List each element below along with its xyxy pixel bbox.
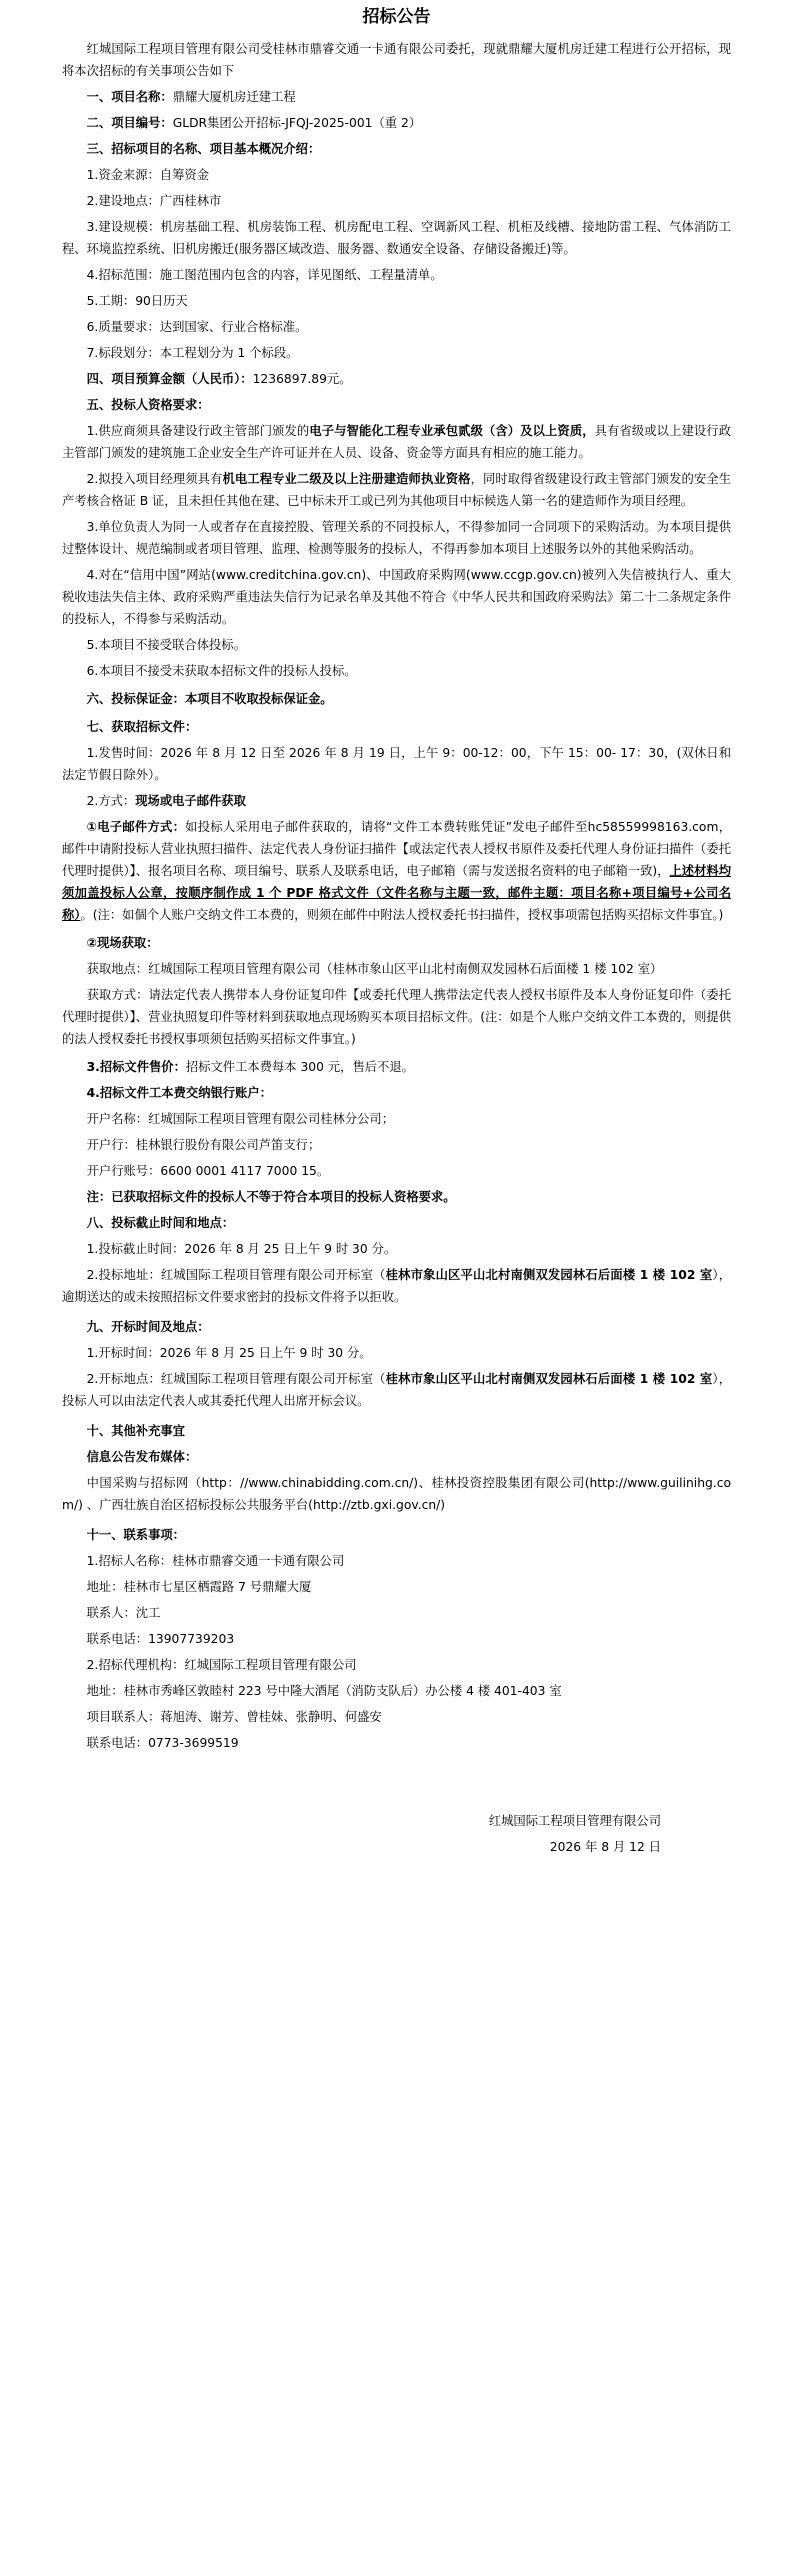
construction-period: 5.工期：90日历天 — [86, 294, 188, 308]
tenderer-phone: 联系电话：13907739203 — [86, 1632, 235, 1646]
construction-scale: 3.建设规模：机房基础工程、机房装饰工程、机房配电工程、空调新风工程、机柜及线槽、接地防雷工程、气体消防工程、环境监控系统、旧机房搬迁(服务器区域改造、服务器、数通安全设备、存储设备搬迁)等。 — [62, 220, 731, 256]
project-name-label: 一、项目名称： — [86, 90, 173, 104]
email-method-note: 。(注：如個个人账户交纳文件工本费的，则须在邮件中附法人授权委托书扫描件，授权事项需包括购买招标文件事宜。) — [80, 908, 724, 922]
document-price-label: 3.招标文件售价： — [86, 1060, 186, 1074]
section-8-heading: 八、投标截止时间和地点： — [86, 1216, 235, 1230]
funding-source: 1.资金来源：自筹资金 — [86, 168, 209, 182]
account-bank: 开户行：桂林银行股份有限公司芦笛支行； — [86, 1138, 321, 1152]
tenderer-address: 地址：桂林市七星区栖霞路 7 号鼎耀大厦 — [86, 1580, 312, 1594]
lot-division: 7.标段划分：本工程划分为 1 个标段。 — [86, 346, 299, 360]
project-number — [62, 112, 731, 134]
obtain-method — [62, 790, 731, 812]
tender-scope: 4.招标范围：施工图范围内包含的内容，详见图纸、工程量清单。 — [86, 268, 443, 282]
account-name: 开户名称：红城国际工程项目管理有限公司桂林分公司； — [86, 1112, 395, 1126]
email-method-requirement: 上述材料均须加盖投标人公章，按顺序制作成 1 个 PDF 格式文件（文件名称与主题一致，邮件主题：项目名称+项目编号+公司名称） — [62, 864, 731, 922]
section-7-heading: 七、获取招标文件： — [86, 720, 198, 734]
bid-bond: 六、投标保证金：本项目不收取投标保证金。 — [86, 692, 333, 706]
media-list: 中国采购与招标网（http：//www.chinabidding.com.cn/)、桂林投资控股集团有限公司(http://www.guilinihg.com/) 、广西壮族自治区招标投标公共服务平台(http://ztb.gxi.gov.cn/) — [62, 1476, 731, 1512]
budget-label: 四、项目预算金额（人民币）： — [86, 372, 253, 386]
project-name — [62, 86, 731, 108]
construction-site: 2.建设地点：广西桂林市 — [86, 194, 222, 208]
sale-time: 1.发售时间：2026 年 8 月 12 日至 2026 年 8 月 19 日，上午 9：00-12：00，下午 15：00- 17：30，(双休日和法定节假日除外）。 — [62, 746, 731, 782]
opening-place-location: 桂林市象山区平山北村南侧双发园林石后面楼 1 楼 102 室 — [385, 1372, 713, 1386]
agency-address: 地址：桂林市秀峰区敦睦村 223 号中隆大酒尾（消防支队后）办公楼 4 楼 401-403 室 — [86, 1684, 562, 1698]
bank-account-heading: 4.招标文件工本费交纳银行账户： — [86, 1086, 272, 1100]
document-price — [62, 1056, 731, 1078]
tenderer-contact: 联系人：沈工 — [86, 1606, 161, 1620]
intro-paragraph: 红城国际工程项目管理有限公司受桂林市鼎睿交通一卡通有限公司委托，现就鼎耀大厦机房迁建工程进行公开招标，现将本次招标的有关事项公告如下 — [62, 42, 731, 78]
obtain-method-value: 现场或电子邮件获取 — [135, 794, 246, 808]
onsite-way: 获取方式：请法定代表人携带本人身份证复印件【或委托代理人携带法定代表人授权书原件及本人身份证复印件（委托代理时提供）】、营业执照复印件等材料到获取地点现场购买本项目招标文件。(注：如是个人账户交纳文件工本费的，则提供的法人授权委托书授权事项须包括购买招标文件事宜。) — [62, 988, 731, 1046]
project-name-value: 鼎耀大厦机房迁建工程 — [172, 90, 296, 104]
budget-value: 1236897.89元。 — [252, 372, 352, 386]
quality-requirement: 6.质量要求：达到国家、行业合格标准。 — [86, 320, 308, 334]
qualification-note: 注：已获取招标文件的投标人不等于符合本项目的投标人资格要求。 — [86, 1190, 456, 1204]
bid-address-text: 2.投标地址：红城国际工程项目管理有限公司开标室（ — [86, 1268, 386, 1282]
budget-amount — [62, 368, 731, 390]
email-method-label: ①电子邮件方式： — [86, 820, 186, 834]
onsite-place: 获取地点：红城国际工程项目管理有限公司（桂林市象山区平山北村南侧双发园林石后面楼 1 楼 102 室） — [86, 962, 663, 976]
qualification-4: 4.对在“信用中国”网站(www.creditchina.gov.cn)、中国政府采购网(www.ccgp.gov.cn)被列入失信被执行人、重大税收违法失信主体、政府采购严重违法失信行为记录名单及其他不符合《中华人民共和国政府采购法》第二十二条规定条件的投标人，不得参与采购活动。 — [62, 568, 731, 626]
opening-time: 1.开标时间：2026 年 8 月 25 日上午 9 时 30 分。 — [86, 1346, 372, 1360]
signature-company: 红城国际工程项目管理有限公司 — [488, 1814, 661, 1828]
signature-date: 2026 年 8 月 12 日 — [549, 1840, 661, 1854]
obtain-method-label: 2.方式： — [86, 794, 136, 808]
bid-address-location: 桂林市象山区平山北村南侧双发园林石后面楼 1 楼 102 室 — [385, 1268, 713, 1282]
agency-phone: 联系电话：0773-3699519 — [86, 1736, 239, 1750]
bid-address-rest: ），逾期送达的或未按照招标文件要求密封的投标文件将予以拒收。 — [62, 1268, 732, 1304]
section-10-heading: 十、其他补充事宜 — [86, 1424, 185, 1438]
qualification-1-text: 1.供应商须具备建设行政主管部门颁发的 — [86, 424, 310, 438]
opening-place-rest: ），投标人可以由法定代表人或其委托代理人出席开标会议。 — [62, 1372, 732, 1408]
agency-name: 2.招标代理机构：红城国际工程项目管理有限公司 — [86, 1658, 357, 1672]
qualification-2 — [62, 468, 731, 512]
page-title: 招标公告 — [362, 7, 431, 27]
qualification-6: 6.本项目不接受未获取本招标文件的投标人投标。 — [86, 664, 357, 678]
qualification-1 — [62, 420, 731, 464]
qualification-2-text: 2.拟投入项目经理须具有 — [86, 472, 223, 486]
section-11-heading: 十一、联系事项： — [86, 1528, 185, 1542]
agency-contacts: 项目联系人：蒋旭涛、谢芳、曾桂妹、张静明、何盛安 — [86, 1710, 382, 1724]
section-3-heading: 三、招标项目的名称、项目基本概况介绍： — [86, 142, 321, 156]
section-9-heading: 九、开标时间及地点： — [86, 1320, 210, 1334]
onsite-method-label: ②现场获取： — [86, 936, 159, 950]
bid-address — [62, 1264, 731, 1308]
account-number: 开户行账号：6600 0001 4117 7000 15。 — [86, 1164, 330, 1178]
email-method-text: 如投标人采用电子邮件获取的，请将“文件工本费转账凭证”发电子邮件至hc58559998163.com，邮件中请附投标人营业执照扫描件、法定代表人身份证扫描件【或法定代表人授权书原件及委托代理人身份证扫描件（委托代理时提供）】、报名项目名称、项目编号、联系人及联系电话，电子邮箱（需与发送报名资料的电子邮箱一致)， — [62, 820, 731, 878]
qualification-1-highlight: 电子与智能化工程专业承包贰级（含）及以上资质， — [309, 424, 595, 438]
section-5-heading: 五、投标人资格要求： — [86, 398, 210, 412]
media-label: 信息公告发布媒体： — [86, 1450, 198, 1464]
project-number-value: GLDR集团公开招标-JFQJ-2025-001（重 2） — [172, 116, 422, 130]
tenderer-name: 1.招标人名称：桂林市鼎睿交通一卡通有限公司 — [86, 1554, 345, 1568]
email-method — [62, 816, 731, 926]
qualification-1-rest: 具有省级或以上建设行政主管部门颁发的建筑施工企业安全生产许可证并在人员、设备、资金等方面具有相应的施工能力。 — [62, 424, 731, 460]
document-price-value: 招标文件工本费每本 300 元，售后不退。 — [185, 1060, 414, 1074]
bid-deadline: 1.投标截止时间：2026 年 8 月 25 日上午 9 时 30 分。 — [86, 1242, 397, 1256]
qualification-2-highlight: 机电工程专业二级及以上注册建造师执业资格 — [222, 472, 471, 486]
opening-place-text: 2.开标地点：红城国际工程项目管理有限公司开标室（ — [86, 1372, 386, 1386]
qualification-5: 5.本项目不接受联合体投标。 — [86, 638, 246, 652]
qualification-2-rest: ，同时取得省级建设行政主管部门颁发的安全生产考核合格证 B 证，且未担任其他在建、已中标未开工或已列为其他项目中标候选人第一名的建造师作为项目经理。 — [62, 472, 731, 508]
qualification-3: 3.单位负责人为同一人或者存在直接控股、管理关系的不同投标人，不得参加同一合同项下的采购活动。为本项目提供过整体设计、规范编制或者项目管理、监理、检测等服务的投标人，不得再参加本项目上述服务以外的其他采购活动。 — [62, 520, 731, 556]
opening-place — [62, 1368, 731, 1412]
project-number-label: 二、项目编号： — [86, 116, 173, 130]
